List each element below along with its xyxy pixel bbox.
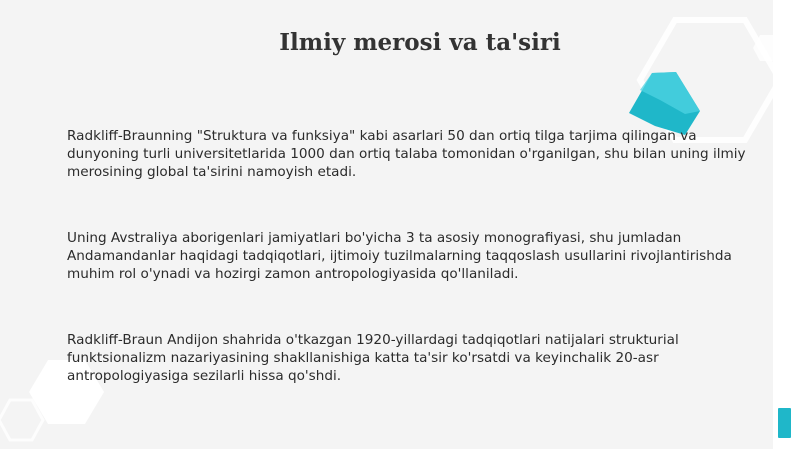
scrollbar-thumb[interactable] [778,408,791,438]
paragraph-1: Radkliff-Braunning "Struktura va funksiya" kabi asarlari 50 dan ortiq tilga tarjima qilingan va dunyoning turli universitetlarida 1000 dan ortiq talaba tomonidan o'rganilgan, shu bilan uning ilmiy merosining global ta'sirini namoyish etadi. [67,128,746,180]
hexagon-outline-bottom [0,400,43,440]
slide-title: Ilmiy merosi va ta'siri [279,29,561,56]
scrollbar-track[interactable] [773,0,800,449]
paragraph-2: Uning Avstraliya aborigenlari jamiyatlari bo'yicha 3 ta asosiy monografiyasi, shu jumladan Andamandanlar haqidagi tadqiqotlari, ijtimoiy tuzilmalarning taqqoslash usullarini rivojlantirishda muhim rol o'ynadi va hozirgi zamon antropologiyasida qo'llaniladi. [67,230,732,282]
paragraph-3: Radkliff-Braun Andijon shahrida o'tkazgan 1920-yillardagi tadqiqotlari natijalari strukturial funktsionalizm nazariyasining shakllanishiga katta ta'sir ko'rsatdi va keyinchalik 20-asr antropologiyasiga sezilarli hissa qo'shdi. [67,332,679,384]
